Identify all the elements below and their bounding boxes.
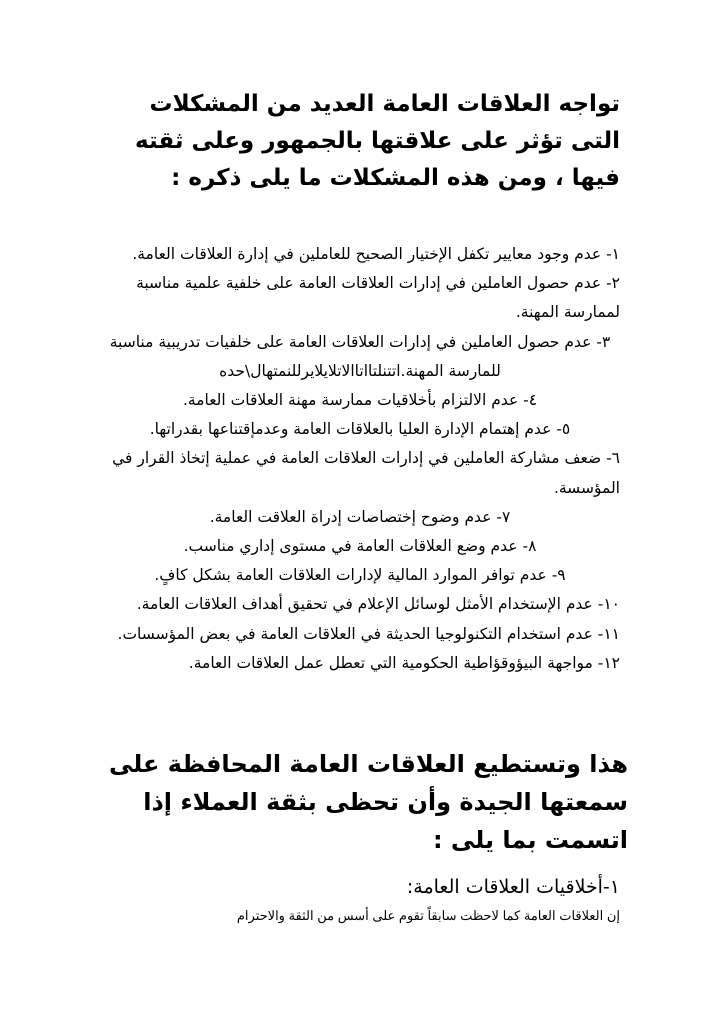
list-item: ١٠- عدم الإستخدام الأمثل لوسائل الإعلام في تحقيق أهداف العلاقات العامة. — [136, 595, 620, 614]
list-item: ٣- عدم حصول العاملين في إدارات العلاقات العامة على خلفيات تدريبية مناسبة للمارسة المهنة.اتتنلتااتاالاتلايلايرللنمتهال\حده — [109, 332, 611, 380]
intro-paragraph: تواجه العلاقات العامة العديد من المشكلات التى تؤثر على علاقتها بالجمهور وعلى ثقته فيها ، ومن هذه المشكلات ما يلى ذكره : — [135, 91, 620, 191]
list-item: ٢- عدم حصول العاملين في إدارات العلاقات العامة على خلفية علمية مناسبة لممارسة المهنة. — [136, 274, 620, 322]
list-item: ١١- عدم استخدام التكنولوجيا الحديثة في العلاقات العامة في بعض المؤسسات. — [117, 624, 620, 643]
list-item: ٦- ضعف مشاركة العاملين في إدارات العلاقات العامة في عملية إتخاذ القرار في المؤسسة. — [112, 449, 620, 497]
list-item: ١٢- مواجهة البيؤوقؤاطية الحكومية التي تعطل عمل العلاقات العامة. — [188, 653, 620, 672]
problems-list — [100, 240, 620, 678]
closing-paragraph: هذا وتستطيع العلاقات العامة المحافظة على سمعتها الجيدة وأن تحظى بثقة العملاء إذا اتسمت بما يلى : — [108, 750, 628, 854]
list-item: ٩- عدم توافر الموارد المالية لإدارات العلاقات العامة بشكل كافٍ. — [154, 566, 566, 585]
list-item: ٨- عدم وضع العلاقات العامة في مستوى إداري مناسب. — [183, 537, 537, 556]
list-item: ٧- عدم وضوح إختصاصات إدراة العلاقت العامة. — [209, 507, 511, 526]
list-item: ٥- عدم إهتمام الإدارة العليا بالعلاقات العامة وعدمإقتناعها بقدراتها. — [149, 420, 571, 439]
list-item: ٤- عدم الالتزام بأخلاقيات ممارسة مهنة العلاقات العامة. — [182, 391, 538, 410]
list-item: ١- عدم وجود معايير تكفل الإختيار الصحيح للعاملين في إدارة العلاقات العامة. — [132, 245, 620, 263]
section-heading: ١-أخلاقيات العلاقات العامة: — [406, 876, 620, 898]
section-text: إن العلاقات العامة كما لاحظت سابقاً تقوم على أسس من الثقة والاحترام — [236, 908, 620, 923]
